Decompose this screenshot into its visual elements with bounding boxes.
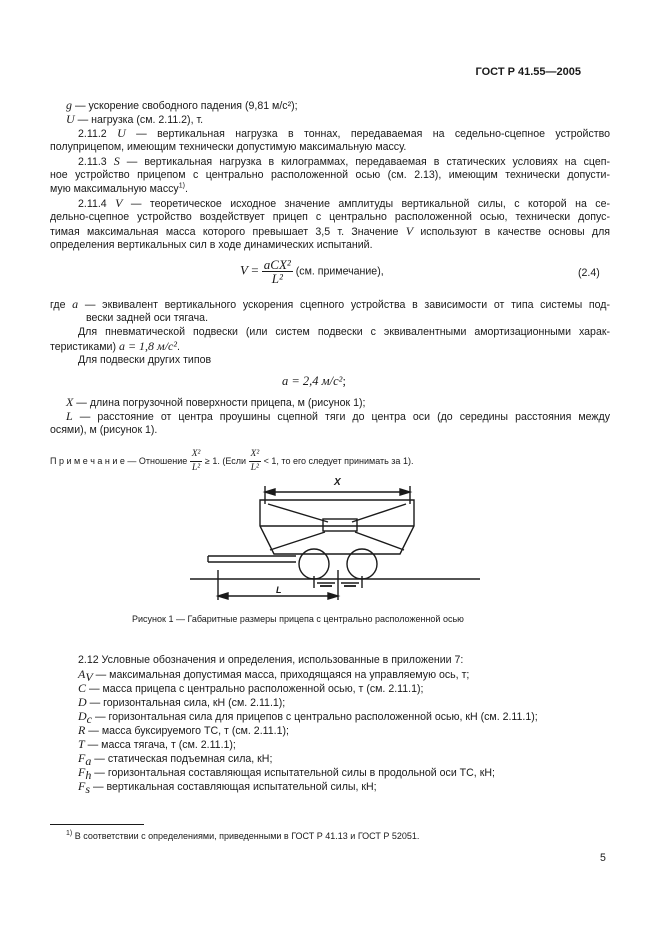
def-d: D — горизонтальная сила, кН (см. 2.11.1); xyxy=(78,695,286,709)
def-u: U — нагрузка (см. 2.11.2), т. xyxy=(66,112,204,126)
para-2-11-2-line1: 2.11.2 U — вертикальная нагрузка в тоннах, передаваемая на седельно-сцепное устройство xyxy=(78,126,610,140)
formula-a-2-4: a = 2,4 м/с²; xyxy=(282,374,346,388)
formula-number: (2.4) xyxy=(578,267,600,279)
def-t: T — масса тягача, т (см. 2.11.1); xyxy=(78,737,236,751)
para-2-11-4-line1: 2.11.4 V — теоретическое исходное значение амплитуды вертикальной силы, с которой на се- xyxy=(78,196,610,210)
l-arrow-right xyxy=(328,593,338,599)
def-fs: $F_s$ — вертикальная составляющая испытательной силы, кН; xyxy=(78,779,377,797)
para-2-11-3-line2: ное устройство прицепом с центрально расположенной осью (см. 2.13), имеющим технически допусти- xyxy=(50,169,610,181)
figure-caption: Рисунок 1 — Габаритные размеры прицепа с центрально расположенной осью xyxy=(132,614,464,624)
def-r: R — масса буксируемого ТС, т (см. 2.11.1); xyxy=(78,723,289,737)
pneumatic-line2: теристиками) a = 1,8 м/с². xyxy=(50,339,180,353)
x-arrow-right xyxy=(400,489,410,495)
def-fa: $F_a$ — статическая подъемная сила, кН; xyxy=(78,751,273,769)
formula-2-4: V = $\frac{\text{aCX²}}{\text{L²}}$ (см. примечание), xyxy=(240,257,384,286)
footnote-ref: 1) xyxy=(178,182,185,190)
para-2-11-4-line2: дельно-сцепное устройство воздействует прицеп с центрально расположенной осью, технически допус- xyxy=(50,211,610,223)
note: П р и м е ч а н и е — Отношение $\frac{\text{X²}}{\text{L²}}$ ≥ 1. (Если $\frac{\text{X²}}{\text{L²}}$ < 1, то его следует принимать за 1). xyxy=(50,449,414,473)
def-c: C — масса прицепа с центрально расположенной осью, т (см. 2.11.1); xyxy=(78,681,424,695)
truss-right-bottom xyxy=(355,532,404,550)
l-arrow-left xyxy=(218,593,228,599)
truss-left-bottom xyxy=(270,532,325,550)
para-2-11-4-line3: тимая максимальная масса которого превышает 3,5 т. Значение V используют в качестве основы для xyxy=(50,224,610,238)
def-a-line1: где a — эквивалент вертикального ускорения сцепного устройства в зависимости от типа системы под- xyxy=(50,297,611,311)
pneumatic-line1: Для пневматической подвески (или систем подвески с эквивалентными амортизационными харак- xyxy=(78,326,610,338)
x-arrow-left xyxy=(265,489,275,495)
def-l-line2: осями), м (рисунок 1). xyxy=(50,424,158,436)
para-2-11-4-line4: определения вертикальных сил в ходе динамических испытаний. xyxy=(50,239,373,251)
figure-label-x: X xyxy=(334,477,341,488)
def-av: $A_V$ — максимальная допустимая масса, приходящаяся на управляемую ось, т; xyxy=(78,667,470,685)
para-2-11-3-line1: 2.11.3 S — вертикальная нагрузка в килограммах, передаваемая в статических условиях на сцеп- xyxy=(78,154,610,168)
page-number: 5 xyxy=(600,852,606,864)
frame-center-box xyxy=(323,519,357,531)
trailer-figure xyxy=(190,472,480,607)
def-x: X — длина погрузочной поверхности прицепа, м (рисунок 1); xyxy=(66,395,366,409)
other-suspension: Для подвески других типов xyxy=(78,354,212,366)
truss-right-top xyxy=(352,504,406,522)
para-2-11-3-line3: мую максимальную массу$^{1)}$. xyxy=(50,182,188,195)
truss-left-top xyxy=(268,504,328,522)
def-g: g — ускорение свободного падения (9,81 м/с²); xyxy=(66,98,298,112)
def-fh: $F_h$ — горизонтальная составляющая испытательной силы в продольной оси ТС, кН; xyxy=(78,765,495,783)
standard-header: ГОСТ Р 41.55—2005 xyxy=(475,66,581,78)
footnote-separator xyxy=(50,824,144,825)
def-a-line2: вески задней оси тягача. xyxy=(86,312,209,324)
footnote: $^{1)}$ В соответствии с определениями, приведенными в ГОСТ Р 41.13 и ГОСТ Р 52051. xyxy=(66,830,420,841)
para-2-11-2-line2: полуприцепом, имеющим технически допустимую максимальную массу. xyxy=(50,141,407,153)
def-dc: $D_c$ — горизонтальная сила для прицепов с центрально расположенной осью, кН (см. 2.11.1); xyxy=(78,709,538,727)
figure-label-l: L xyxy=(276,585,282,595)
section-2-12: 2.12 Условные обозначения и определения, использованные в приложении 7: xyxy=(78,654,464,666)
def-l-line1: L — расстояние от центра проушины сцепной тяги до центра оси (до середины расстояния между xyxy=(66,409,610,423)
